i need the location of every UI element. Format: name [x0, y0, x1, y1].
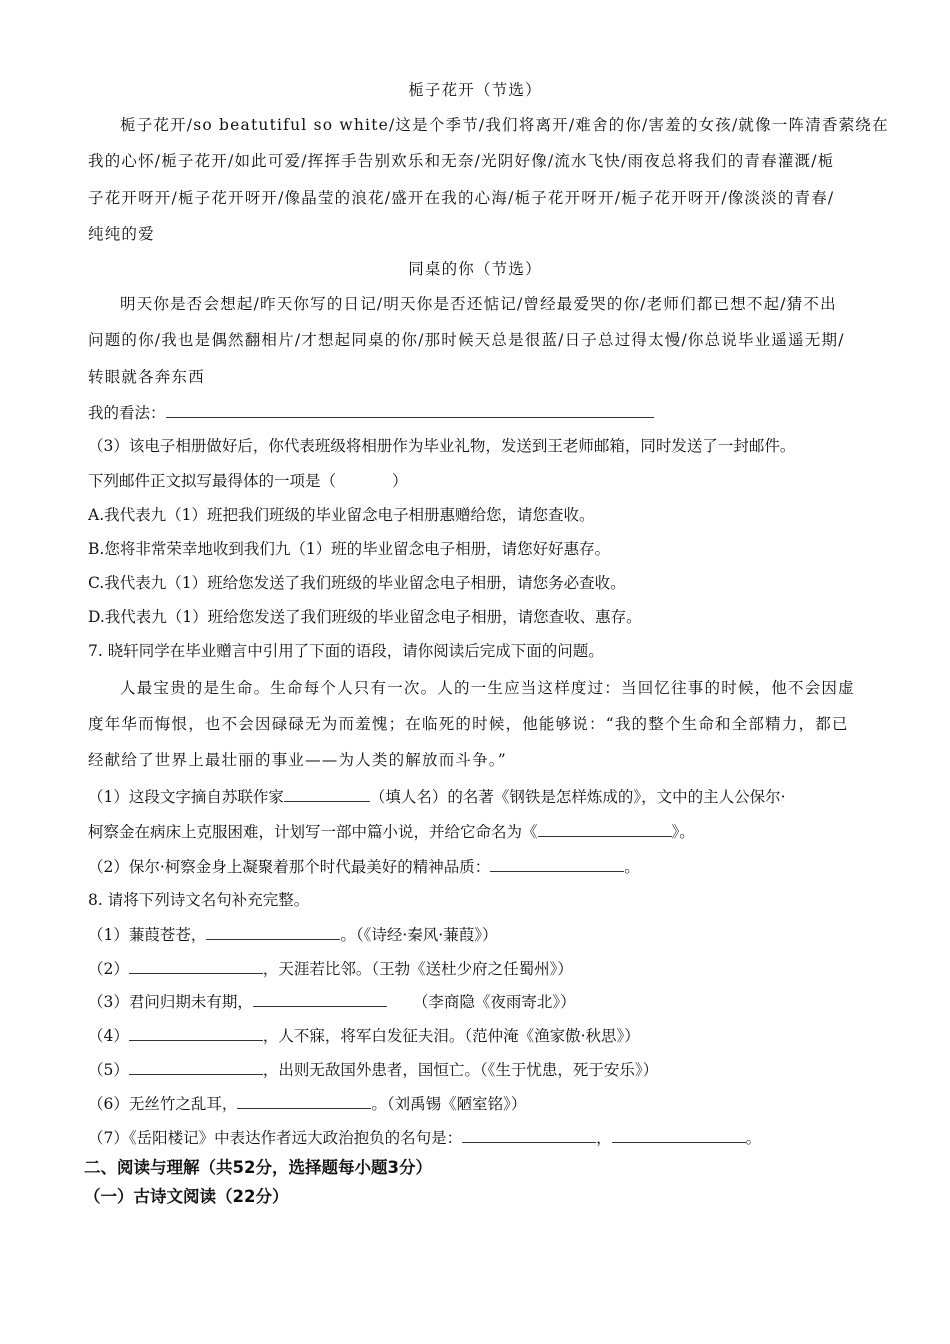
q7-passage-line: 人最宝贵的是生命。生命每个人只有一次。人的一生应当这样度过：当回忆往事的时候，他不会因虚	[120, 679, 855, 697]
q7-sub1-line1	[88, 785, 786, 808]
q7-sub1-line2	[88, 820, 695, 843]
q8-blank[interactable]	[129, 1024, 263, 1041]
q7-stem: 7. 晓轩同学在毕业赠言中引用了下面的语段，请你阅读后完成下面的问题。	[88, 642, 604, 660]
q8-item	[88, 957, 573, 980]
q3-stem-line1: （3）该电子相册做好后，你代表班级将相册作为毕业礼物，发送到王老师邮箱，同时发送了一封邮件。	[88, 437, 796, 455]
q8-item-text: ，	[596, 1129, 612, 1147]
q8-blank[interactable]	[129, 1058, 263, 1075]
poem1-line: 纯纯的爱	[88, 225, 155, 243]
section2-heading: 二、阅读与理解（共52分，选择题每小题3分）	[84, 1158, 432, 1177]
q7-sub1-text: 柯察金在病床上克服困难，计划写一部中篇小说，并给它命名为《	[88, 823, 538, 841]
q8-item-text: （4）	[88, 1027, 129, 1045]
q3-stem-close: ）	[392, 472, 408, 490]
q8-item-text: ，出则无敌国外患者，国恒亡。（《生于忧患，死于安乐》）	[262, 1061, 659, 1079]
poem2-line: 转眼就各奔东西	[88, 368, 205, 386]
q3-stem-text: 下列邮件正文拟写最得体的一项是（	[88, 472, 337, 490]
view-label: 我的看法：	[88, 404, 166, 422]
section2-subheading: （一）古诗文阅读（22分）	[84, 1187, 289, 1206]
q8-item-text: （6）无丝竹之乱耳，	[88, 1095, 238, 1113]
q8-item	[88, 990, 576, 1013]
q3-option-c: C.我代表九（1）班给您发送了我们班级的毕业留念电子相册，请您务必查收。	[88, 574, 626, 592]
q7-sub1-text: （1）这段文字摘自苏联作家	[88, 788, 284, 806]
q7-author-blank[interactable]	[284, 785, 370, 802]
q3-option-d: D.我代表九（1）班给您发送了我们班级的毕业留念电子相册，请您查收、惠存。	[88, 608, 642, 626]
q8-item-text: 。	[745, 1129, 762, 1147]
q7-passage-line: 经献给了世界上最壮丽的事业——为人类的解放而斗争。”	[88, 751, 507, 769]
q7-sub2-text: （2）保尔·柯察金身上凝聚着那个时代最美好的精神品质：	[88, 858, 491, 876]
view-line	[88, 401, 654, 424]
q8-blank[interactable]	[237, 1092, 371, 1109]
q3-stem-line2	[88, 470, 408, 492]
view-answer-blank[interactable]	[166, 401, 654, 418]
q8-item-text: （3）君问归期未有期，	[88, 993, 253, 1011]
q7-novel-blank[interactable]	[538, 820, 672, 837]
q7-quality-blank[interactable]	[490, 855, 624, 872]
poem2-line: 问题的你/我也是偶然翻相片/才想起同桌的你/那时候天总是很蓝/日子总过得太慢/你总说毕业遥遥无期/	[88, 331, 845, 349]
q8-blank[interactable]	[129, 957, 263, 974]
poem1-title: 栀子花开（节选）	[408, 81, 542, 99]
q8-item-text: ，天涯若比邻。（王勃《送杜少府之任蜀州》）	[262, 960, 573, 978]
q7-sub1-text: 》。	[671, 823, 695, 841]
q8-blank[interactable]	[253, 990, 387, 1007]
q8-item	[88, 923, 497, 946]
q3-option-a: A.我代表九（1）班把我们班级的毕业留念电子相册惠赠给您，请您查收。	[88, 506, 595, 524]
q7-sub2-text: 。	[624, 858, 640, 876]
q7-sub2	[88, 855, 640, 878]
q8-item-text: （5）	[88, 1061, 129, 1079]
q8-item7	[88, 1126, 761, 1149]
q8-item-text: ，人不寐，将军白发征夫泪。（范仲淹《渔家傲·秋思》）	[262, 1027, 640, 1045]
poem2-title: 同桌的你（节选）	[408, 260, 542, 278]
poem2-line: 明天你是否会想起/昨天你写的日记/明天你是否还惦记/曾经最爱哭的你/老师们都已想不起/猜不出	[120, 295, 837, 313]
q8-blank[interactable]	[612, 1126, 746, 1143]
q8-stem: 8. 请将下列诗文名句补充完整。	[88, 891, 310, 909]
q8-item-text: （7）《岳阳楼记》中表达作者远大政治抱负的名句是：	[88, 1129, 463, 1147]
q8-blank[interactable]	[462, 1126, 596, 1143]
q8-item-text: 。（《诗经·秦风·蒹葭》）	[340, 926, 498, 944]
q3-option-b: B.您将非常荣幸地收到我们九（1）班的毕业留念电子相册，请您好好惠存。	[88, 540, 611, 558]
q8-item	[88, 1024, 640, 1047]
q8-blank[interactable]	[206, 923, 340, 940]
poem1-line: 我的心怀/栀子花开/如此可爱/挥挥手告别欢乐和无奈/光阴好像/流水飞快/雨夜总将我们的青春灌溉/栀	[88, 152, 835, 170]
q8-item-text: （1）蒹葭苍苍，	[88, 926, 207, 944]
q8-item	[88, 1058, 658, 1081]
q8-item	[88, 1092, 526, 1115]
q8-item-text: 。（刘禹锡《陋室铭》）	[371, 1095, 527, 1113]
poem1-line: 栀子花开/so beatutiful so white/这是个季节/我们将离开/难舍的你/害羞的女孩/就像一阵清香萦绕在	[120, 116, 889, 134]
poem1-line: 子花开呀开/栀子花开呀开/像晶莹的浪花/盛开在我的心海/栀子花开呀开/栀子花开呀开/像淡淡的青春/	[88, 189, 835, 207]
q7-passage-line: 度年华而悔恨，也不会因碌碌无为而羞愧；在临死的时候，他能够说：“我的整个生命和全部精力，都已	[88, 715, 849, 733]
q7-sub1-text: （填人名）的名著《钢铁是怎样炼成的》，文中的主人公保尔·	[369, 788, 786, 806]
q8-item-text: （2）	[88, 960, 129, 978]
q8-item-text: （李商隐《夜雨寄北》）	[412, 993, 576, 1011]
